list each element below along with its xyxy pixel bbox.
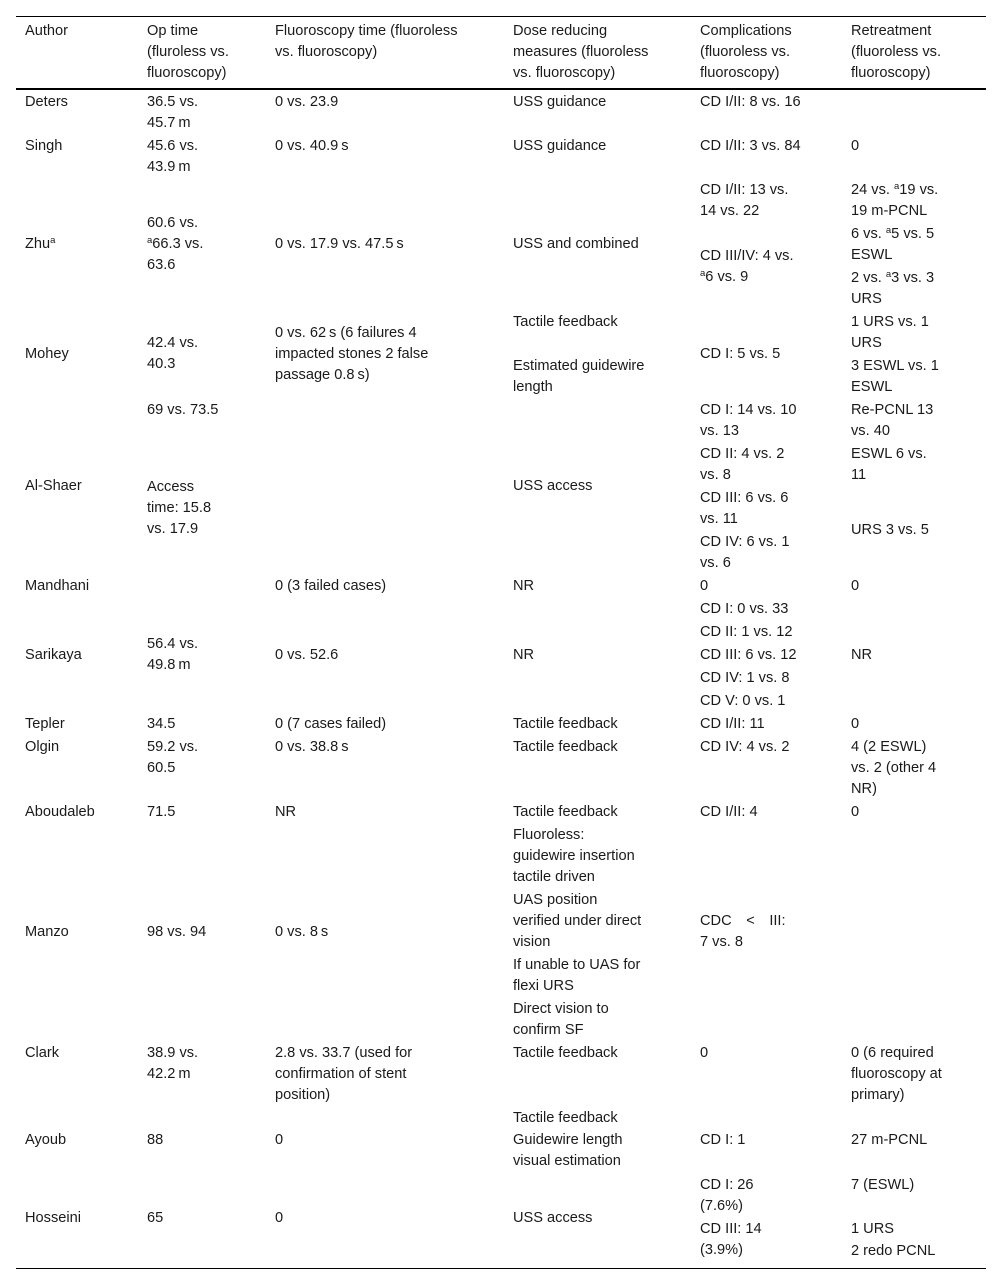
cell-op-time: 45.6 vs. 43.9 m	[147, 138, 199, 175]
cell-complications: 0	[700, 578, 709, 594]
cell-op-time: 69 vs. 73.5	[147, 402, 219, 418]
cell-complications: CD I: 14 vs. 10 vs. 13	[700, 402, 797, 439]
table-bottom-rule	[16, 1268, 986, 1269]
header-author: Author	[25, 23, 68, 39]
cell-retreatment: 0	[851, 138, 860, 154]
cell-retreatment: 0 (6 required fluoroscopy at primary)	[851, 1045, 942, 1103]
cell-complications: CD IV: 6 vs. 1 vs. 6	[700, 534, 790, 571]
cell-dose: Tactile feedback	[513, 739, 618, 755]
cell-author: Al-Shaer	[25, 478, 82, 494]
cell-dose: Direct vision to confirm SF	[513, 1001, 609, 1038]
cell-op-time: $^a$66.3 vs.	[147, 235, 204, 252]
cell-retreatment: URS 3 vs. 5	[851, 522, 929, 538]
cell-complications: $^a$6 vs. 9	[700, 268, 749, 285]
cell-op-time: 34.5	[147, 716, 176, 732]
cell-dose: If unable to UAS for flexi URS	[513, 957, 641, 994]
cell-retreatment: 3 ESWL vs. 1 ESWL	[851, 358, 939, 395]
cell-complications: CD I: 1	[700, 1132, 746, 1148]
header-fluoroscopy-time: Fluoroscopy time (fluoroless vs. fluoroscopy)	[275, 23, 458, 60]
cell-complications: 0	[700, 1045, 709, 1061]
cell-author: Hosseini	[25, 1210, 81, 1226]
cell-retreatment: 0	[851, 578, 860, 594]
cell-retreatment: 4 (2 ESWL) vs. 2 (other 4 NR)	[851, 739, 937, 797]
cell-author: Singh	[25, 138, 63, 154]
cell-retreatment: 7 (ESWL)	[851, 1177, 915, 1193]
cell-dose: Guidewire length visual estimation	[513, 1132, 623, 1169]
cell-fluoroscopy-time: 0 vs. 52.6	[275, 647, 339, 663]
cell-complications: CD V: 0 vs. 1	[700, 693, 786, 709]
cell-dose: Tactile feedback	[513, 716, 618, 732]
header-retreatment: Retreatment (fluoroless vs. fluoroscopy)	[851, 23, 942, 81]
cell-complications: CD I/II: 4	[700, 804, 758, 820]
cell-dose: Estimated guidewire length	[513, 358, 645, 395]
cell-complications: CD I/II: 11	[700, 716, 765, 732]
cell-complications: CD I/II: 8 vs. 16	[700, 94, 801, 110]
cell-dose: USS access	[513, 478, 593, 494]
cell-fluoroscopy-time: 0 vs. 8 s	[275, 924, 329, 940]
cell-op-time: 88	[147, 1132, 164, 1148]
cell-retreatment: 6 vs. $^a$5 vs. 5	[851, 225, 935, 242]
cell-complications: CD II: 1 vs. 12	[700, 624, 793, 640]
cell-retreatment: Re-PCNL 13 vs. 40	[851, 402, 934, 439]
cell-dose: USS access	[513, 1210, 593, 1226]
cell-retreatment: ESWL	[851, 247, 893, 263]
cell-complications: CD III: 6 vs. 6 vs. 11	[700, 490, 789, 527]
cell-dose: Fluoroless: guidewire insertion tactile driven	[513, 827, 635, 885]
cell-author: Olgin	[25, 739, 60, 755]
cell-op-time: 71.5	[147, 804, 176, 820]
cell-complications: CD III: 14 (3.9%)	[700, 1221, 762, 1258]
cell-retreatment: 19 m-PCNL	[851, 203, 928, 219]
cell-fluoroscopy-time: 2.8 vs. 33.7 (used for confirmation of stent position)	[275, 1045, 413, 1103]
cell-fluoroscopy-time: 0 vs. 23.9	[275, 94, 339, 110]
cell-complications: CD I: 0 vs. 33	[700, 601, 789, 617]
header-complications: Complications (fluoroless vs. fluoroscopy)	[700, 23, 792, 81]
cell-dose: UAS position verified under direct vision	[513, 892, 642, 950]
cell-author: Mohey	[25, 346, 69, 362]
cell-complications: CD IV: 4 vs. 2	[700, 739, 790, 755]
cell-fluoroscopy-time: 0	[275, 1132, 284, 1148]
cell-op-time: 98 vs. 94	[147, 924, 207, 940]
cell-op-time: 38.9 vs. 42.2 m	[147, 1045, 199, 1082]
cell-op-time: 56.4 vs. 49.8 m	[147, 636, 199, 673]
cell-dose: USS guidance	[513, 138, 607, 154]
cell-author: Tepler	[25, 716, 65, 732]
cell-op-time: 59.2 vs. 60.5	[147, 739, 199, 776]
cell-retreatment: URS	[851, 291, 882, 307]
cell-retreatment: 2 vs. $^a$3 vs. 3	[851, 269, 935, 286]
cell-retreatment: 27 m-PCNL	[851, 1132, 928, 1148]
cell-author: Sarikaya	[25, 647, 82, 663]
cell-fluoroscopy-time: 0	[275, 1210, 284, 1226]
cell-fluoroscopy-time: 0 vs. 40.9 s	[275, 138, 349, 154]
table-top-rule	[16, 16, 986, 17]
cell-dose: Tactile feedback	[513, 804, 618, 820]
cell-retreatment: NR	[851, 647, 873, 663]
cell-op-time: 63.6	[147, 257, 176, 273]
cell-complications: CD I/II: 3 vs. 84	[700, 138, 801, 154]
cell-complications: CD I: 26 (7.6%)	[700, 1177, 754, 1214]
cell-author: Manzo	[25, 924, 69, 940]
cell-fluoroscopy-time: NR	[275, 804, 297, 820]
cell-dose: USS and combined	[513, 236, 639, 252]
cell-complications: CD IV: 1 vs. 8	[700, 670, 790, 686]
cell-retreatment: 24 vs. $^a$19 vs.	[851, 181, 939, 198]
cell-complications: CD I/II: 13 vs. 14 vs. 22	[700, 182, 789, 219]
header-op-time: Op time (fluroless vs. fluoroscopy)	[147, 23, 229, 81]
cell-retreatment: 0	[851, 804, 860, 820]
cell-author: Ayoub	[25, 1132, 67, 1148]
cell-dose: Tactile feedback	[513, 1110, 618, 1126]
cell-dose: NR	[513, 578, 535, 594]
cell-retreatment: 0	[851, 716, 860, 732]
cell-op-time: Access time: 15.8 vs. 17.9	[147, 479, 212, 537]
cell-fluoroscopy-time: 0 vs. 62 s (6 failures 4 impacted stones 2 false passage 0.8 s)	[275, 325, 429, 383]
cell-op-time: 65	[147, 1210, 164, 1226]
cell-op-time: 60.6 vs.	[147, 215, 199, 231]
cell-dose: USS guidance	[513, 94, 607, 110]
cell-retreatment: 1 URS	[851, 1221, 894, 1237]
cell-fluoroscopy-time: 0 (3 failed cases)	[275, 578, 387, 594]
cell-complications: CD III: 6 vs. 12	[700, 647, 797, 663]
cell-fluoroscopy-time: 0 (7 cases failed)	[275, 716, 387, 732]
cell-complications: CD II: 4 vs. 2 vs. 8	[700, 446, 785, 483]
cell-retreatment: 1 URS vs. 1 URS	[851, 314, 929, 351]
cell-retreatment: 2 redo PCNL	[851, 1243, 936, 1259]
cell-author: Clark	[25, 1045, 60, 1061]
cell-dose: NR	[513, 647, 535, 663]
cell-complications: CDC < III: 7 vs. 8	[700, 913, 786, 950]
cell-author: Deters	[25, 94, 68, 110]
cell-retreatment: ESWL 6 vs. 11	[851, 446, 927, 483]
cell-dose: Tactile feedback	[513, 314, 618, 330]
cell-complications: CD III/IV: 4 vs.	[700, 248, 794, 264]
cell-fluoroscopy-time: 0 vs. 38.8 s	[275, 739, 349, 755]
cell-op-time: 42.4 vs. 40.3	[147, 335, 199, 372]
cell-complications: CD I: 5 vs. 5	[700, 346, 781, 362]
table-header-rule	[16, 88, 986, 90]
cell-op-time: 36.5 vs. 45.7 m	[147, 94, 199, 131]
cell-author: Zhu$^a$	[25, 235, 56, 252]
header-dose-reducing: Dose reducing measures (fluoroless vs. fluoroscopy)	[513, 23, 649, 81]
cell-author: Aboudaleb	[25, 804, 95, 820]
cell-fluoroscopy-time: 0 vs. 17.9 vs. 47.5 s	[275, 236, 404, 252]
cell-dose: Tactile feedback	[513, 1045, 618, 1061]
cell-author: Mandhani	[25, 578, 90, 594]
